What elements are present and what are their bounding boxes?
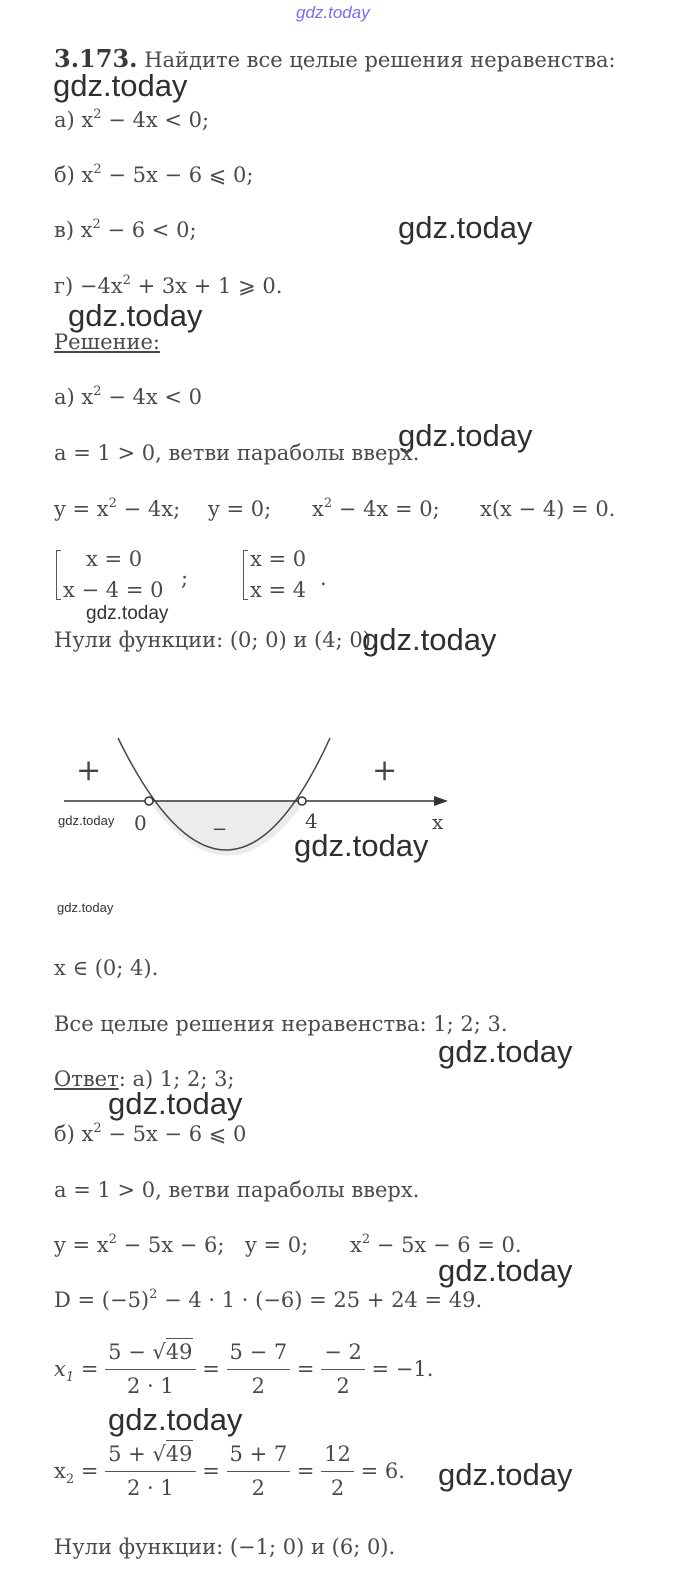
problem-item-b: б) $x^2 - 5x - 6$ ⩽ 0; (54, 162, 254, 187)
plus-left-sign: + (76, 753, 102, 788)
solution-heading: Решение: (54, 330, 161, 354)
watermark: gdz.today (398, 210, 533, 245)
x2-fraction-1: $\frac{5 + √49}{2 \cdot 1}$ (105, 1442, 195, 1501)
watermark: gdz.today (108, 1402, 243, 1437)
x1-fraction-3: $\frac{- 2}{2}$ (321, 1340, 365, 1399)
watermark: gdz.today (86, 603, 169, 624)
sys1-top: x = 0 (86, 547, 143, 571)
problem-statement: Найдите все целые решения неравенства: (144, 48, 616, 72)
problem-number: 3.173. (54, 44, 138, 73)
solution-a-eq2: y = 0; (208, 497, 272, 521)
solution-b-zeros: Нули функции: (−1; 0) и (6; 0). (54, 1535, 396, 1559)
solution-a-eq4: x(x − 4) = 0. (480, 497, 616, 521)
x1-label: $x_1$ (54, 1357, 75, 1386)
answer-label: Ответ (54, 1067, 119, 1091)
sys2-end: . (320, 566, 327, 590)
solution-a-branches: a = 1 > 0, ветви параболы вверх. (54, 441, 420, 465)
solution-a-eq1: $y = x^2 - 4x$; (54, 496, 181, 521)
parabola-sketch (0, 700, 679, 900)
solution-b-discriminant: $D = (-5)^2 - 4 \cdot 1 \cdot (-6) = 25 + 24 = 49$. (54, 1287, 483, 1312)
square-bracket (243, 550, 248, 600)
problem-item-g: $г) -4x^2 + 3x + 1$ ⩾ 0. (54, 273, 283, 298)
x2-result: = 6. (360, 1459, 405, 1484)
solution-b-x2: $x_2$ = $\frac{5 + √49}{2 \cdot 1}$ = $\frac{5 + 7}{2}$ = $\frac{12}{2}$ = 6. (54, 1442, 405, 1501)
solution-b-eq1: $y = x^2 - 5x - 6$; (54, 1232, 225, 1257)
solution-a-interval: x ∈ (0; 4). (54, 956, 159, 980)
watermark: gdz.today (58, 813, 115, 828)
zero-point-0 (145, 797, 153, 805)
solution-a-all-integers: Все целые решения неравенства: 1; 2; 3. (54, 1012, 508, 1036)
x1-fraction-1: $\frac{5 - √49}{2 \cdot 1}$ (105, 1340, 195, 1399)
watermark: gdz.today (398, 418, 533, 453)
zero-point-4 (298, 797, 306, 805)
watermark: gdz.today (68, 298, 203, 333)
axis-label-x: x (432, 810, 444, 834)
solution-b-x1: $x_1$ = $\frac{5 - √49}{2 \cdot 1}$ = $\frac{5 - 7}{2}$ = $\frac{- 2}{2}$ = −1. (54, 1340, 434, 1399)
plus-right-sign: + (372, 753, 398, 788)
watermark: gdz.today (294, 828, 429, 863)
sys2-bottom: x = 4 (250, 578, 307, 602)
sys1-sep: ; (181, 566, 189, 590)
tick-label-4: 4 (305, 809, 318, 833)
solution-a-answer: Ответ: а) 1; 2; 3; (54, 1067, 235, 1091)
x1-fraction-2: $\frac{5 - 7}{2}$ (227, 1340, 291, 1399)
watermark: gdz.today (438, 1253, 573, 1288)
solution-b-eq2: y = 0; (245, 1233, 309, 1257)
watermark: gdz.today (108, 1086, 243, 1121)
x2-label: $x_2$ (54, 1459, 75, 1488)
solution-b-branches: a = 1 > 0, ветви параболы вверх. (54, 1178, 420, 1202)
solution-a-title: а) $x^2 - 4x < 0$ (54, 384, 202, 409)
x2-fraction-3: $\frac{12}{2}$ (321, 1442, 354, 1501)
solution-b-eq3: $x^2 - 5x - 6 = 0$. (350, 1232, 522, 1257)
square-bracket (56, 550, 61, 600)
watermark: gdz.today (438, 1034, 573, 1069)
solution-b-title: б) $x^2 - 5x - 6$ ⩽ 0 (54, 1121, 247, 1146)
minus-sign: − (212, 819, 228, 840)
solution-a-zeros: Нули функции: (0; 0) и (4; 0). (54, 628, 378, 652)
problem-item-v: в) $x^2 - 6 < 0$; (54, 217, 197, 242)
sys2-top: x = 0 (250, 547, 307, 571)
x-axis-arrow (434, 796, 448, 806)
watermark: gdz.today (438, 1457, 573, 1492)
watermark: gdz.today (53, 68, 188, 103)
watermark: gdz.today (57, 900, 114, 915)
problem-item-a: а) $x^2 - 4x < 0$; (54, 107, 210, 132)
watermark: gdz.today (362, 622, 497, 657)
x1-result: = −1. (371, 1357, 434, 1382)
tick-label-0: 0 (134, 811, 147, 835)
solution-a-eq3: $x^2 - 4x = 0$; (312, 496, 440, 521)
watermark-top: gdz.today (296, 3, 370, 22)
sys1-bottom: x − 4 = 0 (63, 578, 164, 602)
x2-fraction-2: $\frac{5 + 7}{2}$ (227, 1442, 291, 1501)
